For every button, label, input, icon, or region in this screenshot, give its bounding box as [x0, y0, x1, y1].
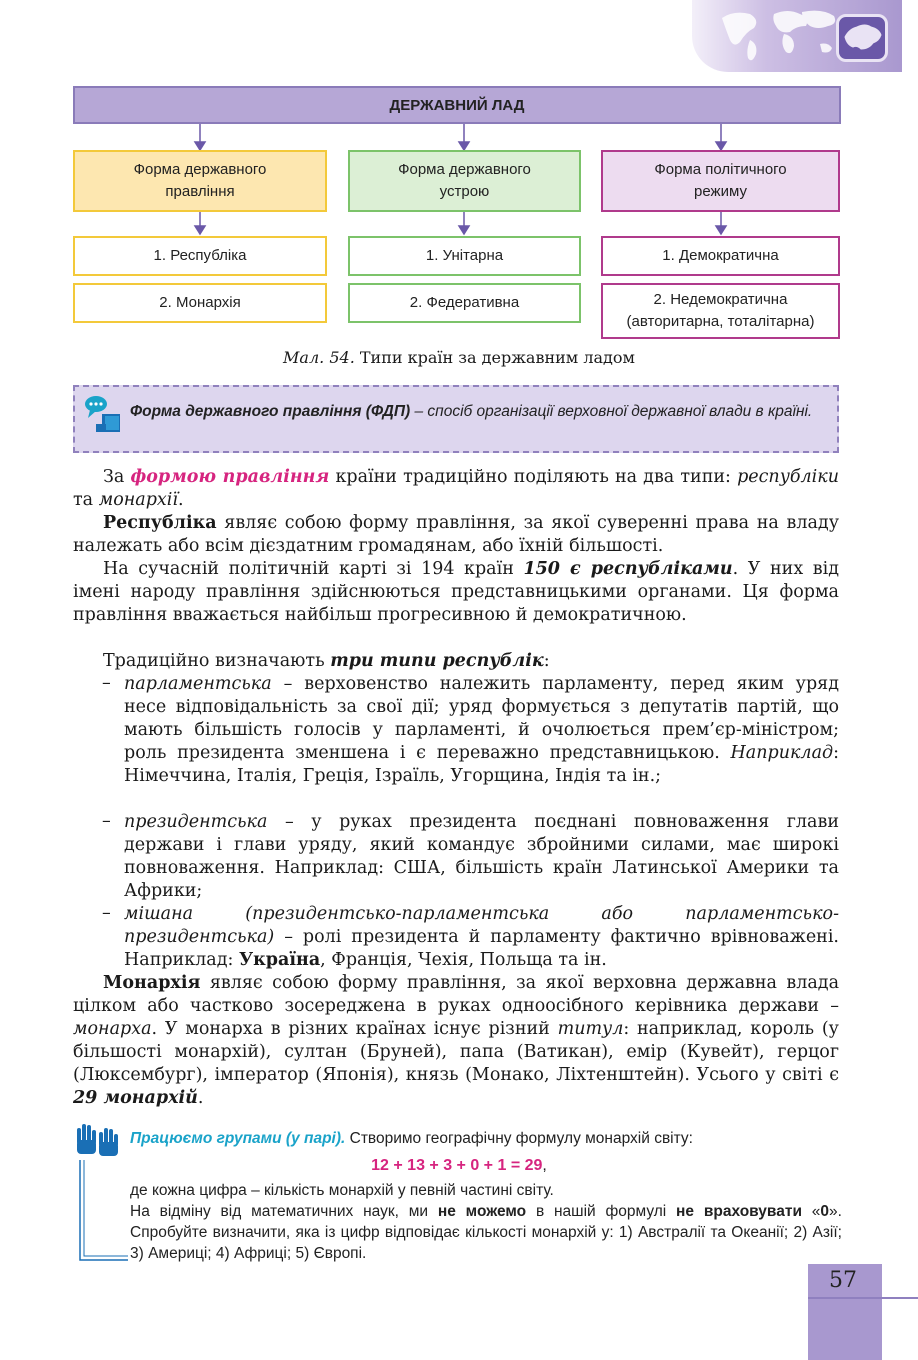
list-dash: – — [102, 903, 111, 923]
task-line-2: де кожна цифра – кількість монархій у певній частині світу. — [130, 1182, 554, 1199]
page-number-rule — [808, 1297, 918, 1299]
list-item-mixed: мішана (президентсько-парламентська або парламентсько-президентська) – ролі президента й парламенту фактично врівноважені. Наприклад: Україна, Франція, Чехія, Польща та ін. — [124, 904, 839, 970]
non-democratic-box: 2. Недемократична (авторитарна, тоталітарна) — [601, 283, 840, 339]
list-item-parliamentary: парламентська – верховенство належить парламенту, перед яким уряд несе відповідальність за свої дії; уряд формується з депутатів партій, що мають більшість голосів у парламенті, й очолюється прем’єр-міністром; роль президента зменшена і є переважно представницькою. Наприклад: Німеччина, Італія, Греція, Ізраїль, Угорщина, Індія та ін.; — [124, 674, 839, 786]
paragraph-monarchy: Монархія являє собою форму правління, за якої верховна державна влада цілком або частково зосереджена в руках одноосібного керівника держави – монарха. У монарха в різних країнах існує різний титул: наприклад, король (у більшості монархій), султан (Бруней), папа (Ватикан), емір (Кувейт), герцог (Люксембург), імператор (Японія), князь (Монако, Ліхтенштейн). Усього у світі є 29 монархій. — [73, 973, 839, 1108]
list-item-presidential: президентська – у руках президента поєднані повноваження глави держави і глави уряду, який командує збройними силами, має широкі повноваження. Наприклад: США, більшість країн Латинської Америки та Африки; — [124, 812, 839, 901]
paragraph-intro: За формою правління країни традиційно поділяють на два типи: республіки та монархії. — [73, 467, 839, 510]
raised-hands-icon — [74, 1122, 120, 1162]
figure-caption: Мал. 54. Типи країн за державним ладом — [283, 348, 635, 367]
task-bracket — [76, 1160, 136, 1270]
paragraph-types-intro: Традиційно визначають три типи республік: — [103, 651, 550, 671]
paragraph-republic-count: На сучасній політичній карті зі 194 країн 150 є республіками. У них від імені народу правління здійснюються представницькими органами. Ця форма правління вважається найбільш прогресивною й демократичною. — [73, 559, 839, 625]
paragraph-republic: Республіка являє собою форму правління, за якої суверенні права на владу належать або всім дієздатним громадянам, або їхній більшості. — [73, 513, 839, 556]
definition-text: Форма державного правління (ФДП) – спосіб організації верховної державної влади в країні. — [130, 403, 813, 420]
political-regime-box: Форма політичного режиму — [601, 150, 840, 212]
form-of-state-structure-box: Форма державного устрою — [348, 150, 581, 212]
diagram-header: ДЕРЖАВНИЙ ЛАД — [73, 86, 841, 124]
federal-box: 2. Федеративна — [348, 283, 581, 323]
unitary-box: 1. Унітарна — [348, 236, 581, 276]
task-intro: Працюємо групами (у парі). Створимо географічну формулу монархій світу: — [130, 1130, 693, 1147]
form-of-government-box: Форма державного правління — [73, 150, 327, 212]
page-number: 57 — [829, 1268, 857, 1293]
monarchy-box: 2. Монархія — [73, 283, 327, 323]
chat-book-icon — [82, 394, 124, 436]
republic-box: 1. Республіка — [73, 236, 327, 276]
task-instructions: На відміну від математичних наук, ми не можемо в нашій формулі не враховувати «0». Спробуйте визначити, яка із цифр відповідає кількості монархій у: 1) Австралії та Океанії; 2) Азії; 3) Америці; 4) Африці; 5) Європі. — [130, 1203, 842, 1262]
list-dash: – — [102, 673, 111, 693]
monarchy-formula: 12 + 13 + 3 + 0 + 1 = 29, — [371, 1157, 547, 1174]
list-dash: – — [102, 811, 111, 831]
democratic-box: 1. Демократична — [601, 236, 840, 276]
